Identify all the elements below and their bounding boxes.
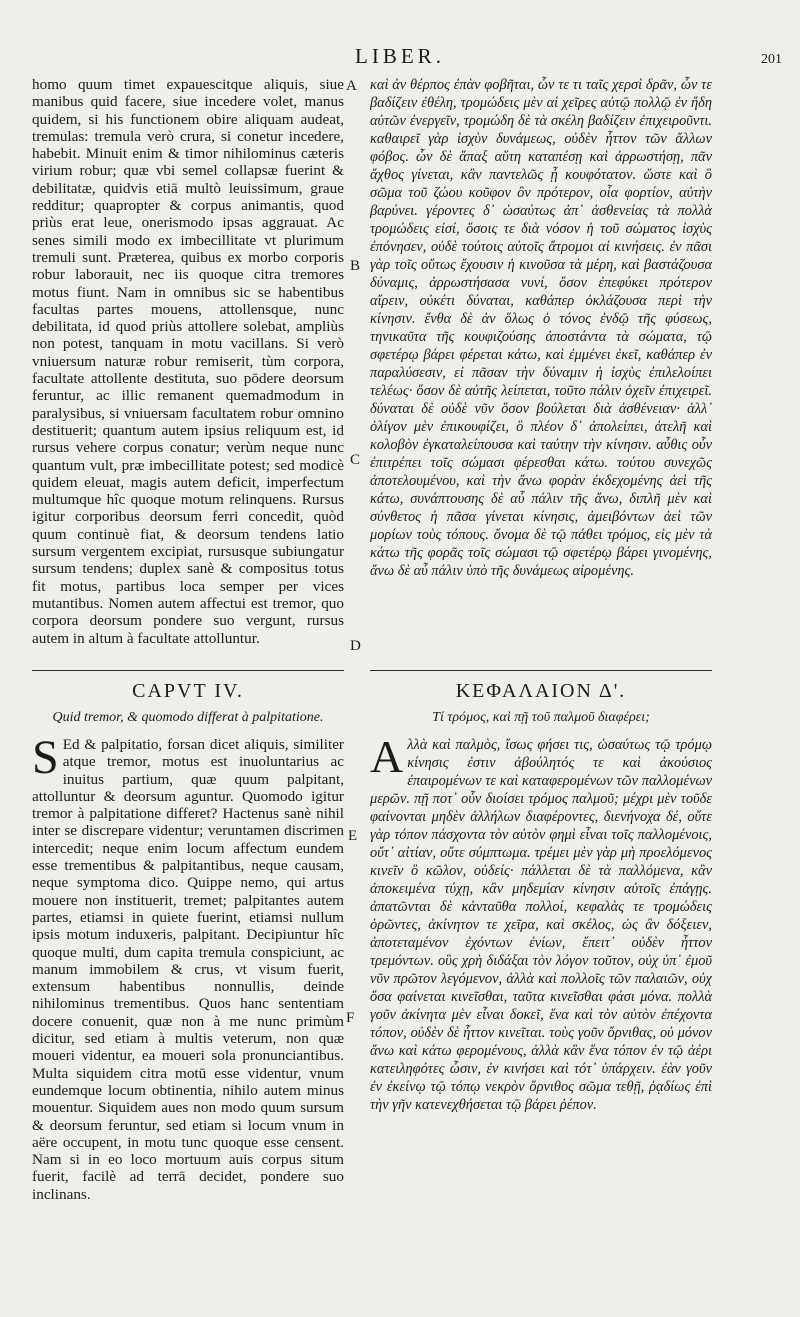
margin-letter-d: D [350, 638, 361, 654]
latin-column-top [32, 76, 344, 666]
greek-drop-capital: Α [370, 736, 404, 782]
margin-letter-f: F [346, 1010, 355, 1026]
margin-letter-c: C [350, 452, 361, 468]
right-divider-rule [370, 670, 712, 671]
latin-drop-capital: S [32, 736, 59, 784]
right-chapter-subtitle: Τί τρόμος, καὶ πῇ τοῦ παλμοῦ διαφέρει; [432, 710, 650, 725]
latin-paragraph: Ed & palpitatio, forsan dicet aliquis, similiter atque tremor, motus est inuoluntarius ac inuitus partium, quæ quum palpitant, attolluntur & deorsum aguntur. Quomodo igitur tremor à palpitatione differet? Hactenus sanè nihil inter se discrepare videntur; veruntamen discrimen intercedit; neque enim locum affectum eundem esse trementibus & palpitantibus, neque causam, neque symptoma dico. Quippe nemo, qui artus mouere non instituerit, tremet; palpitantes autem partes, etiamsi in quiete fuerint, etiamsi nullum ipsis motum induxeris, palpitant. Decipiuntur hîc quoque multi, dum capita tremula conspiciunt, ac manum immobilem & crus, vt visum fuerit, extensum habentibus nonnullis, deinde nihilominus trementibus. Quos hanc sententiam docere conuenit, quæ non à me nunc primùm dicitur, sed etiam à multis veterum, non quæ moueri videntur, ea moueri sola pronunciantibus. Multa siquidem citra motū esse videntur, vnum eundemque locum obtinentia, nihilo autem minus mouentur. Siquidem aues non modo quum sursum & deorsum feruntur, sed etiam si locum vnum in aëre occupent, in motu tunc quoque esse censent. Nam si in eo loco mortuum auis corpus situm fuerit, facilè ad terrā decidet, pondere suo inclinans. [32, 736, 344, 1203]
latin-column-bottom [32, 736, 344, 1281]
greek-paragraph: καὶ ἀν θέρπος ἐπὰν φοβῆται, ὧν τε τι ταῖς χερσὶ δρᾶν, ὧν τε βαδίζειν ἐθέλη, τρομώδεις μὲν αἱ χεῖρες αὐτῷ πολλῷ ἐν ἤδη αὐτῶν ἐνεργεῖν, τρομώδη δὲ τὰ σκέλη βαδίζειν ἐπιχειροῦντι. καθαιρεῖ γὰρ ἰσχὺν δυνάμεως, οὐδὲν ἧττον τῶν ἄλλων φόβος. ὧν δὲ ἅπαξ αὕτη καταπέσῃ καὶ ἀρρωστήσῃ, πᾶν ἄχθος γίνεται, κἂν παντελῶς ᾖ κουφότατον. ὥστε καὶ ὃ σῶμα τοῦ ζώου κοῦφον ὂν πρότερον, οἷα φορτίον, αὐτὴν βαρύνει. γέροντες δ᾽ ὡσαύτως ἀπ᾽ ἀσθενείας τὰ πολλὰ τρομώδεις εἰσί, ὅσοις τε διὰ νόσον ἡ τοῦ σώματος ἰσχὺς ἐπόνησεν, οὐδὲ τούτοις αὐτοῖς ἄτρομοι αἱ κινήσεις. ἐν πᾶσι γὰρ τοῖς οὕτως ἔχουσιν ἡ κινοῦσα τὰ μέρη, καὶ βαστάζουσα δύναμις, ἀρρωστήσασα νυνί, ὅσον ἐπεφύκει πρότερον αἴρειν, οὐκέτι δύναται, καθάπερ ὀκλάζουσα περὶ τὴν κίνησιν. ἔνθα δὲ ἀν ὅλως ὁ τόνος ἐνδῷ τῆς φύσεως, τηνικαῦτα τῆς κουφιζούσης ἀποστάντα τὰ σώματα, τῷ σφετέρῳ βάρει φέρεται κάτω, καὶ ἐμμένει ἐκεῖ, καθάπερ ἐν παραλύσεσιν, εἰ πᾶσαν τὴν δύναμιν ἡ ἰσχὺς ἐπιλελοίπει τελέως· ὅσον δὲ αὐτῆς λείπεται, τοῦτο πάλιν ὀχεῖν ἐπιχειρεῖ. δύναται δὲ οὐδὲ νῦν ὅσον βούλεται διὰ ἀσθένειαν· ἀλλ᾽ ὀλίγον μὲν ἐπικουφίζει, ὃ πλέον δ᾽ ἀπολείπει, ἀτελῆ καὶ κολοβὸν ἐγκαταλείπουσα καὶ ταύτην τὴν κίνησιν. αὖθις οὖν ἐπιτρέπει τοῖς σώμασι φέρεσθαι κάτω. τούτου συνεχῶς ἀποτελουμένου, καὶ τὴν ἄνω φορὰν ἐκδεχομένης ἀεὶ τῆς κάτω, συνάπτουσης δὲ αὖ πάλιν τῆς ἄνω, διπλῆ μὲν καὶ σύνθετος ἡ πᾶσα γίνεται κίνησις, ἀμειβόντων ἀεὶ τῶν μορίων τοὺς τόπους. ὄνομα δὲ τῷ πάθει τρόμος, εἰς μὲν τὰ κάτω τῆς φορᾶς τοῖς σώμασι τῷ σφετέρῳ βάρει γινομένης, ἄνω δὲ αὖ πάλιν ὑπὸ τῆς δυνάμεως αἰρομένης. [370, 77, 712, 579]
page-number: 201 [761, 52, 782, 67]
left-divider-rule [32, 670, 344, 671]
right-chapter-title: ΚΕΦΑΛΑΙΟΝ Δ'. [455, 680, 627, 702]
left-chapter-title: CAPVT IV. [132, 680, 244, 702]
greek-column-top [370, 76, 712, 666]
margin-letter-a: A [346, 78, 357, 94]
margin-letter-b: B [350, 258, 361, 274]
greek-column-bottom [370, 736, 712, 1281]
latin-paragraph: homo quum timet expauescitque aliquis, siue manibus quid facere, siue incedere volet, manus quidem, si his functionem obire aliquam audeat, tremulas: tremula verò crura, si conetur incedere, habebit. Minuit enim & timor nihilominus cæteris virium robur; quæ vbi semel collapsæ fuerint & debilitatæ, quidvis etiā multò leuissimum, graue redditur; quapropter & corpus animantis, quod priùs erat leue, onerismodo ipsas aggrauat. Ac senes simili modo ex imbecillitate vt plurimum tremuli sunt. Præterea, quibus ex morbo corporis robur laborauit, nec iis quoque citra tremores motus fiunt. Nam in omnibus sic se habentibus facultas partes mouens, attollensque, nunc debilitata, id quod priùs attollere solebat, ampliùs non potest, tanquam in motu vacillans. Si verò vniuersum naturæ robur remiserit, tùm corpora, facultate attollente destituta, suo pōdere deorsum feruntur, ac illic remanent quemadmodum in paralysibus, si vniuersam facultatem robur omnino destituerit; quantum autem ipsius reliquum est, id rursus vehere corpus conatur; verùm neque nunc quantum vult, præ imbecillitate potest; sed modicè quidem eleuat, magis autem deficit, imperfectum multumque hîc quoque motum relinquens. Rursus igitur corporibus deorsum ferri concedit, quòd quum continuè fiat, & deorsum tendens latio sursum vergentem excipiat, rursusque subiungatur sursum tendens; duplex sanè & compositus totus fit motus, partibus loca semper per vices mutantibus. Nomen autem affectui est tremor, quo corpora deorsum ponderе suo vergunt, rursus autem in altum à facultate attolluntur. [32, 76, 344, 647]
margin-letter-e: E [348, 828, 358, 844]
greek-paragraph: λλὰ καὶ παλμὸς, ἴσως φήσει τις, ὡσαύτως τῷ τρόμῳ κίνησις ἐστιν ἀβούλητός τε καὶ ἀκούσιος ἐπαιρομένων τε καὶ καταφερομένων τῶν παλλομένων μερῶν. πῇ ποτ᾽ οὖν διοίσει τρόμος παλμοῦ; μέχρι μὲν τοῦδε φαίνονται μηδὲν ἀλλήλων διαφέροντες, διενήνοχα δέ, οὔτε γὰρ τόπον πάσχοντα τὸν αὐτὸν φημὶ εἶναι τοῖς παλλομένοις, οὔτ᾽ αἰτίαν, οὔτε σύμπτωμα. τρέμει μὲν γὰρ μὴ προελόμενος κινεῖν ὃ κῶλον, οὐδείς· πάλλεται δὲ τὰ παλλόμενα, κἂν ἀποκειμένα τύχῃ, κἂν μηδεμίαν κίνησιν αὐτοῖς ἐπάγῃς. ἀπατῶνται δὲ κἀνταῦθα πολλοί, κεφαλὰς τε τρομώδεις ὁρῶντες, ἀκίνητον τε χεῖρα, καὶ σκέλος, ὡς ἂν δόξειεν, ἀποτεταμένον ἐχόντων ἐνίων, ἔπειτ᾽ οὐδὲν ἧττον τρεμόντων. οὓς χρὴ διδάξαι τὸν λόγον τοῦτον, οὐχ ὑπ᾽ ἐμοῦ νῦν πρῶτον λεγόμενον, ἀλλὰ καὶ πολλοῖς τῶν παλαιῶν, οὐχ ὅσα φαίνεται κινεῖσθαι, ταῦτα κινεῖσθαι φάσι μόνα. πολλὰ γοῦν ἀκίνητα μὲν εἶναι δοκεῖ, ἕνα καὶ τὸν αὐτὸν ἐπέχοντα τόπον, οὐδὲν δὲ ἧττον κινεῖται. τοὺς γοῦν ὄρνιθας, οὐ μόνον ἄνω καὶ κάτω φερομένους, ἀλλὰ κἂν ἕνα τόπον ἐν τῷ ἀέρι κατειληφότες ὦσιν, ἐν κινήσει καὶ τότ᾽ ὑπάρχειν. ἐὰν γοῦν ἐν ἐκείνῳ τῷ τόπῳ νεκρὸν ὄρνιθος σῶμα τεθῇ, ῥᾳδίως ἐπὶ τὴν γῆν κατενεχθήσεται τῷ βάρει ῥέπον. [370, 737, 712, 1113]
left-chapter-subtitle: Quid tremor, & quomodo differat à palpitatione. [52, 710, 324, 725]
running-title: LIBER. [355, 44, 445, 68]
